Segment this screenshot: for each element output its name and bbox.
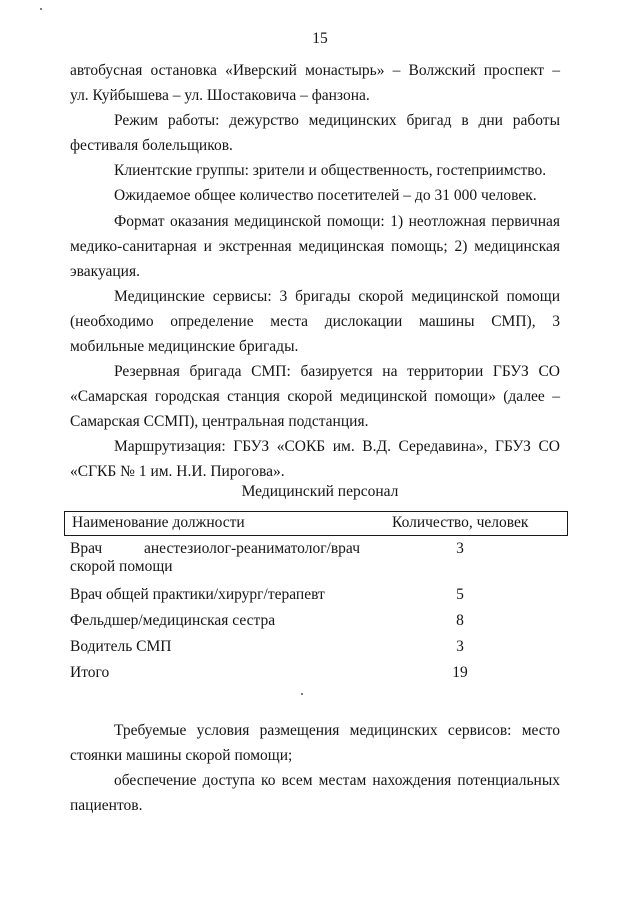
row-name-total: Итого <box>70 664 110 681</box>
paragraph-client-groups: Клиентские группы: зрители и общественность, гостеприимство. <box>114 162 547 179</box>
row-name: Водитель СМП <box>70 638 172 655</box>
row-name: Врач общей практики/хирург/терапевт <box>70 586 325 603</box>
paragraph-placement-conditions: Требуемые условия размещения медицинских сервисов: место стоянки машины скорой помощи; <box>70 722 560 764</box>
paragraph-medical-services: Медицинские сервисы: 3 бригады скорой медицинской помощи (необходимо определение места дислокации машины СМП), 3 мобильные медицинские бригады. <box>70 288 560 355</box>
scan-speck <box>40 8 42 10</box>
row-name-line-2: скорой помощи <box>70 558 173 575</box>
paragraph-expected-visitors: Ожидаемое общее количество посетителей – до 31 000 человек. <box>114 187 537 204</box>
paragraph-access-provision: обеспечение доступа ко всем местам нахождения потенциальных пациентов. <box>70 772 560 814</box>
paragraph-route-line-2: ул. Куйбышева – ул. Шостаковича – фанзона. <box>70 87 370 104</box>
paragraph-reserve-team: Резервная бригада СМП: базируется на территории ГБУЗ СО «Самарская городская станция скорой медицинской помощи» (далее – Самарская ССМП), центральная подстанция. <box>70 363 560 430</box>
table-header-count: Количество, человек <box>392 514 529 531</box>
row-count: 8 <box>456 612 464 629</box>
row-count: 5 <box>456 586 464 603</box>
paragraph-route-line-1: автобусная остановка «Иверский монастырь» – Волжский проспект – <box>70 62 560 79</box>
row-count: 3 <box>456 638 464 655</box>
page-number: 15 <box>312 30 328 47</box>
table-caption: Медицинский персонал <box>241 483 399 500</box>
row-count-total: 19 <box>452 664 468 681</box>
row-name-line-1: Врач анестезиолог-реаниматолог/врач <box>70 540 360 557</box>
table-header-position: Наименование должности <box>72 514 245 531</box>
row-count: 3 <box>456 540 464 557</box>
paragraph-routing: Маршрутизация: ГБУЗ «СОКБ им. В.Д. Середавина», ГБУЗ СО «СГКБ № 1 им. Н.И. Пирогова». <box>70 438 560 480</box>
paragraph-care-format: Формат оказания медицинской помощи: 1) неотложная первичная медико-санитарная и экстренная медицинская помощь; 2) медицинская эвакуация. <box>70 213 560 280</box>
paragraph-work-mode: Режим работы: дежурство медицинских бригад в дни работы фестиваля болельщиков. <box>70 112 560 154</box>
scan-speck <box>301 693 303 695</box>
row-name: Фельдшер/медицинская сестра <box>70 612 276 629</box>
